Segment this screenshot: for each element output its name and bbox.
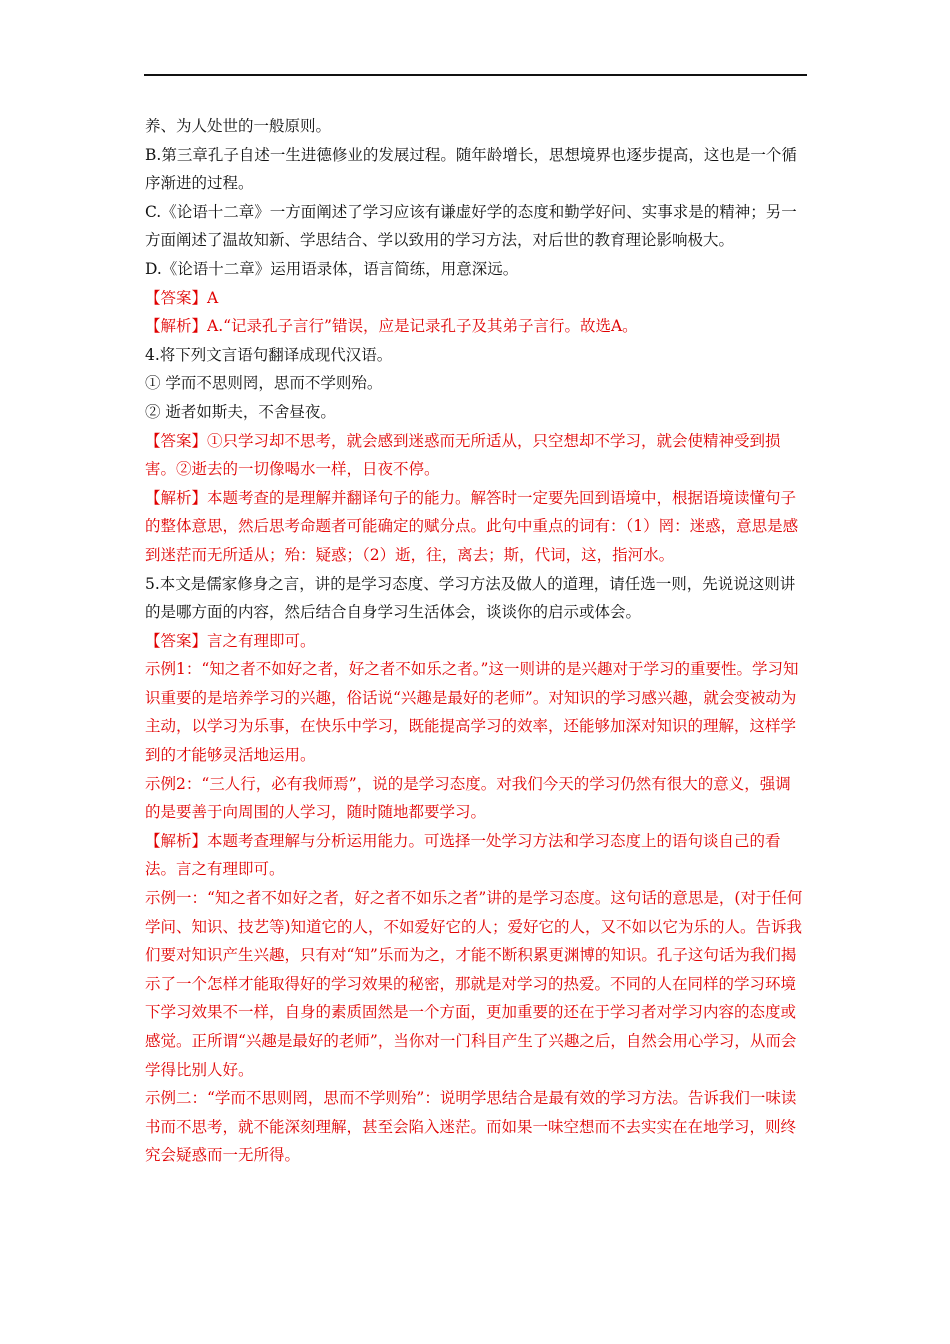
answer-5: 【答案】言之有理即可。 [145,631,316,650]
option-b: B.第三章孔子自述一生进德修业的发展过程。随年龄增长，思想境界也逐步提高，这也是一个循序渐进的过程。 [145,145,797,193]
option-d: D.《论语十二章》运用语录体，语言简练，用意深远。 [145,259,519,278]
analysis-3: 【解析】A.“记录孔子言行”错误，应是记录孔子及其弟子言行。故选A。 [145,317,638,336]
analysis-5-example-2: 示例二：“学而不思则罔，思而不学则殆”：说明学思结合是最有效的学习方法。告诉我们一味读书而不思考，就不能深刻理解，甚至会陷入迷茫。而如果一味空想而不去实实在在地学习，则终究会疑惑而一无所得。 [145,1089,797,1165]
header-rule [144,74,807,76]
answer-3: 【答案】A [145,288,219,307]
answer-5-example-2: 示例2：“三人行，必有我师焉”，说的是学习态度。对我们今天的学习仍然有很大的意义，强调的是要善于向周围的人学习，随时随地都要学习。 [145,774,791,822]
analysis-4: 【解析】本题考查的是理解并翻译句子的能力。解答时一定要先回到语境中，根据语境读懂句子的整体意思，然后思考命题者可能确定的赋分点。此句中重点的词有：（1）罔：迷惑，意思是感到迷茫而无所适从；殆：疑惑；（2）逝，往，离去；斯，代词，这，指河水。 [145,488,799,564]
document-body [145,112,805,1170]
paragraph: 养、为人处世的一般原则。 [145,117,332,135]
option-c: C.《论语十二章》一方面阐述了学习应该有谦虚好学的态度和勤学好问、实事求是的精神；另一方面阐述了温故知新、学思结合、学以致用的学习方法，对后世的教育理论影响极大。 [145,202,797,250]
question-4-item-1: ① 学而不思则罔，思而不学则殆。 [145,374,383,393]
question-4: 4.将下列文言语句翻译成现代汉语。 [145,345,393,364]
question-5: 5.本文是儒家修身之言，讲的是学习态度、学习方法及做人的道理，请任选一则，先说说这则讲的是哪方面的内容，然后结合自身学习生活体会，谈谈你的启示或体会。 [145,574,796,622]
answer-4: 【答案】①只学习却不思考，就会感到迷惑而无所适从，只空想却不学习，就会使精神受到损害。②逝去的一切像喝水一样，日夜不停。 [145,431,781,479]
answer-5-example-1: 示例1：“知之者不如好之者，好之者不如乐之者。”这一则讲的是兴趣对于学习的重要性。学习知识重要的是培养学习的兴趣，俗话说“兴趣是最好的老师”。对知识的学习感兴趣，就会变被动为主动，以学习为乐事，在快乐中学习，既能提高学习的效率，还能够加深对知识的理解，这样学到的才能够灵活地运用。 [145,660,799,765]
question-4-item-2: ② 逝者如斯夫，不舍昼夜。 [145,402,336,421]
analysis-5: 【解析】本题考查理解与分析运用能力。可选择一处学习方法和学习态度上的语句谈自己的看法。言之有理即可。 [145,831,781,879]
analysis-5-example-1: 示例一：“知之者不如好之者，好之者不如乐之者”讲的是学习态度。这句话的意思是，(对于任何学问、知识、技艺等)知道它的人，不如爱好它的人；爱好它的人，又不如以它为乐的人。告诉我们要对知识产生兴趣，只有对“知”乐而为之，才能不断积累更渊博的知识。孔子这句话为我们揭示了一个怎样才能取得好的学习效果的秘密，那就是对学习的热爱。不同的人在同样的学习环境下学习效果不一样，自身的素质固然是一个方面，更加重要的还在于学习者对学习内容的态度或感觉。正所谓“兴趣是最好的老师”，当你对一门科目产生了兴趣之后，自然会用心学习，从而会学得比别人好。 [145,889,803,1079]
